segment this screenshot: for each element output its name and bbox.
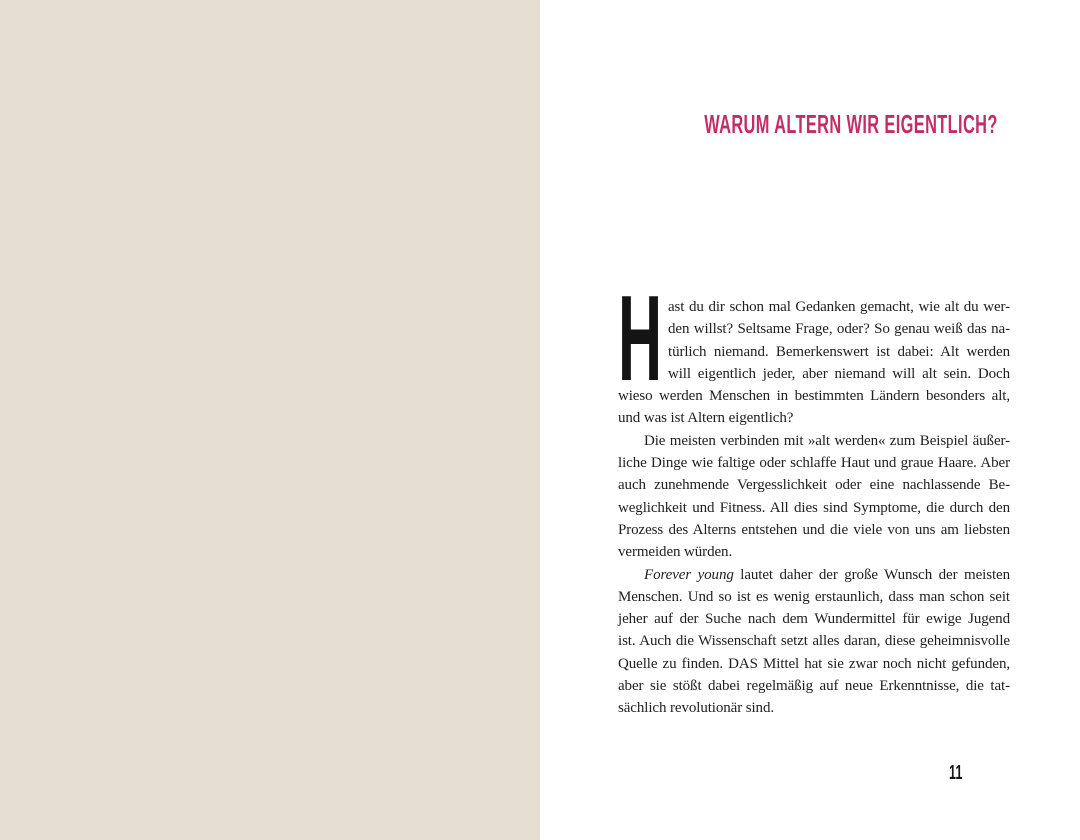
paragraph [618, 430, 1010, 564]
body-text [618, 269, 1010, 720]
text-line: türlich niemand. Bemerkenswert ist dabei: Alt werden [668, 343, 1010, 360]
text-line: weglichkeit und Fitness. All dies sind Symptome, die durch den [618, 499, 1010, 516]
text-line: Die meisten verbinden mit »alt werden« zum Beispiel äußer- [644, 432, 1010, 449]
chapter-title [618, 111, 1010, 138]
text-line: wieso werden Menschen in bestimmten Ländern besonders alt, [618, 388, 1010, 405]
drop-cap-letter: H [618, 269, 663, 406]
paragraph [618, 269, 1010, 430]
text-line: ist. Auch die Wissenschaft setzt alles daran, diese geheimnisvolle [618, 633, 1010, 650]
page-number: 11 [949, 762, 963, 784]
text-line: aber sie stößt dabei regelmäßig auf neue Erkenntnisse, die tat- [618, 678, 1010, 695]
text-line [618, 564, 1010, 586]
text-line: liche Dinge wie faltige oder schlaffe Haut und graue Haare. Aber [618, 455, 1010, 472]
text-run: lautet daher der große Wunsch der meisten [733, 566, 1010, 583]
text-line: jeher auf der Suche nach dem Wundermittel für ewige Jugend [618, 611, 1010, 628]
chapter-title-text: WARUM ALTERN WIR EIGENTLICH? [704, 109, 998, 139]
text-line: will eigentlich jeder, aber niemand will alt sein. Doch [668, 365, 1010, 382]
text-line: und was ist Altern eigentlich? [618, 410, 794, 427]
italic-text-run: Forever young [644, 566, 734, 583]
text-line: Quelle zu finden. DAS Mittel hat sie zwar noch nicht gefunden, [618, 655, 1010, 672]
text-line: auch zunehmende Vergesslichkeit oder eine nachlassende Be- [618, 477, 1010, 494]
paragraph [618, 564, 1010, 720]
text-line: Menschen. Und so ist es wenig erstaunlich, dass man schon seit [618, 588, 1010, 605]
text-line: den willst? Seltsame Frage, oder? So genau weiß das na- [668, 321, 1010, 338]
text-line: ast du dir schon mal Gedanken gemacht, wie alt du wer- [668, 299, 1010, 315]
text-line: sächlich revolutionär sind. [618, 700, 775, 717]
text-line: vermeiden würden. [618, 544, 733, 561]
text-line: Prozess des Alterns entstehen und die viele von uns am liebsten [618, 521, 1010, 538]
